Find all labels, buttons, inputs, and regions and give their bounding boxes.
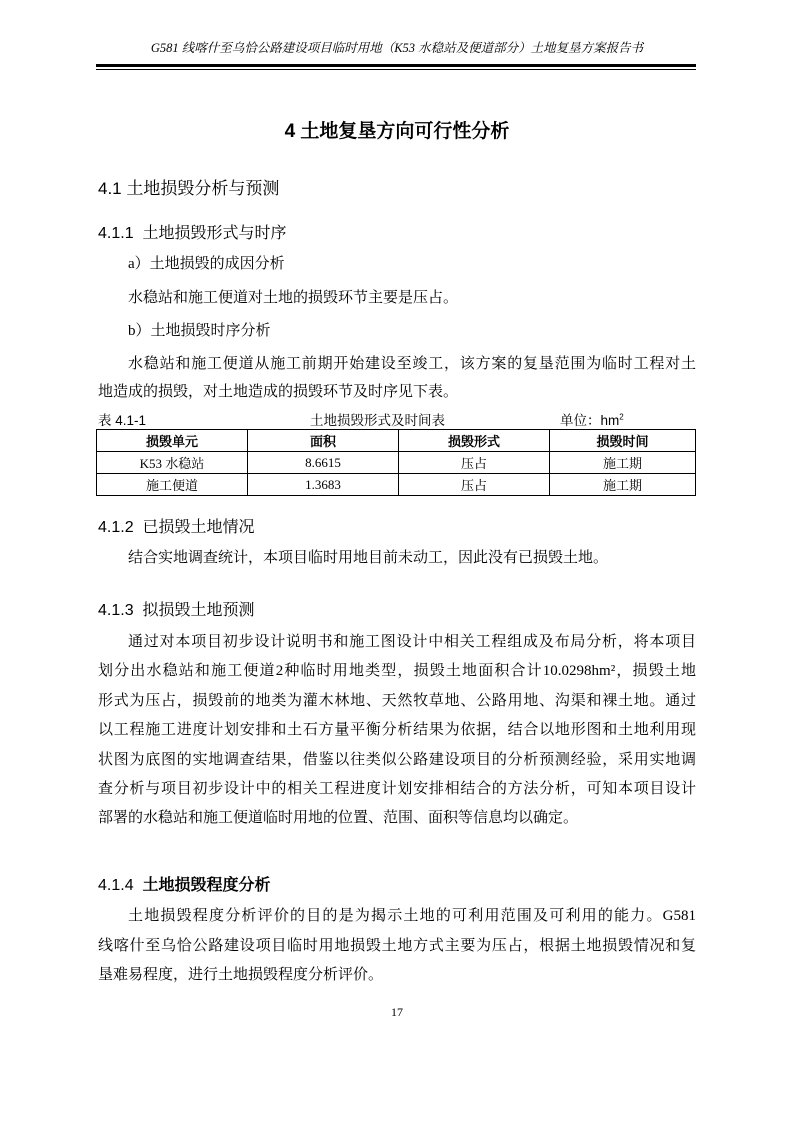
- table-header-row: [97, 430, 696, 452]
- table-row: [97, 474, 696, 496]
- paragraph-line: 垦难易程度，进行土地损毁程度分析评价。: [98, 967, 384, 983]
- paragraph-line: 形式为压占，损毁前的地类为灌木林地、天然牧草地、公路用地、沟渠和裸土地。通过: [98, 693, 696, 709]
- table-cell: 1.3683: [248, 474, 399, 496]
- section-4-1-1-heading: [98, 220, 287, 243]
- section-number: 4.1.3: [98, 602, 134, 619]
- section-4-1-2-heading: [98, 514, 255, 537]
- table-id: 表 4.1-1: [98, 413, 147, 428]
- section-title: 已损毁土地情况: [142, 519, 255, 536]
- header-rule-thick: [96, 64, 696, 67]
- table-unit: [560, 409, 624, 429]
- paragraph-line: 土地损毁程度分析评价的目的是为揭示土地的可利用范围及可利用的能力。G581: [128, 908, 696, 924]
- page-number: 17: [391, 1005, 403, 1019]
- table-cell: 施工期: [550, 474, 696, 496]
- paragraph-line: 状图为底图的实地调查结果，借鉴以往类似公路建设项目的分析预测经验，采用实地调: [98, 752, 696, 768]
- chapter-title: 4 土地复垦方向可行性分析: [284, 121, 510, 142]
- section-title: 土地损毁程度分析: [142, 877, 271, 894]
- running-header: G581 线喀什至乌恰公路建设项目临时用地（K53 水稳站及便道部分）土地复垦方案报告书: [150, 41, 644, 55]
- table-cell: 施工便道: [97, 474, 248, 496]
- table-cell: 8.6615: [248, 452, 399, 474]
- paragraph-line: 查分析与项目初步设计中的相关工程进度计划安排相结合的方法分析，可知本项目设计: [98, 781, 696, 797]
- item-a-label: a）土地损毁的成因分析: [128, 256, 285, 272]
- land-damage-table: [96, 429, 696, 496]
- header-rule-thin: [96, 69, 696, 70]
- paragraph-line: 通过对本项目初步设计说明书和施工图设计中相关工程组成及布局分析，将本项目: [128, 634, 696, 650]
- paragraph-line: 以工程施工进度计划安排和土石方量平衡分析结果为依据，结合以地形图和土地利用现: [98, 722, 696, 738]
- section-title: 拟损毁土地预测: [142, 602, 255, 619]
- table-cell: 施工期: [550, 452, 696, 474]
- item-b-label: b）土地损毁时序分析: [128, 323, 271, 339]
- table-caption: 土地损毁形式及时间表: [310, 413, 445, 428]
- section-number: 4.1.2: [98, 519, 134, 536]
- paragraph-line: 划分出水稳站和施工便道2种临时用地类型，损毁土地面积合计10.0298hm²，损毁土地: [98, 663, 696, 679]
- unit-text: 单位：hm: [560, 413, 620, 428]
- paragraph-line: 部署的水稳站和施工便道临时用地的位置、范围、面积等信息均以确定。: [98, 810, 579, 826]
- section-number: 4.1.4: [98, 877, 134, 894]
- section-number: 4.1.1: [98, 225, 134, 242]
- section-4-1-3-heading: [98, 597, 255, 620]
- paragraph-line: 水稳站和施工便道从施工前期开始建设至竣工，该方案的复垦范围为临时工程对土: [128, 356, 696, 372]
- table-cell: K53 水稳站: [97, 452, 248, 474]
- table-row: [97, 452, 696, 474]
- paragraph-line: 线喀什至乌恰公路建设项目临时用地损毁土地方式主要为压占，根据土地损毁情况和复: [98, 938, 696, 954]
- section-4-1-heading: 4.1 土地损毁分析与预测: [98, 179, 280, 198]
- item-a-text: 水稳站和施工便道对土地的损毁环节主要是压占。: [128, 290, 459, 306]
- column-header: 损毁单元: [97, 430, 248, 452]
- column-header: 面积: [248, 430, 399, 452]
- unit-superscript: 2: [619, 412, 624, 422]
- table-cell: 压占: [399, 452, 550, 474]
- column-header: 损毁形式: [399, 430, 550, 452]
- table-cell: 压占: [399, 474, 550, 496]
- column-header: 损毁时间: [550, 430, 696, 452]
- section-title: 土地损毁形式与时序: [142, 225, 287, 242]
- section-4-1-4-heading: [98, 872, 271, 895]
- paragraph-line: 结合实地调查统计，本项目临时用地目前未动工，因此没有已损毁土地。: [128, 550, 609, 566]
- paragraph-line: 地造成的损毁，对土地造成的损毁环节及时序见下表。: [98, 384, 459, 400]
